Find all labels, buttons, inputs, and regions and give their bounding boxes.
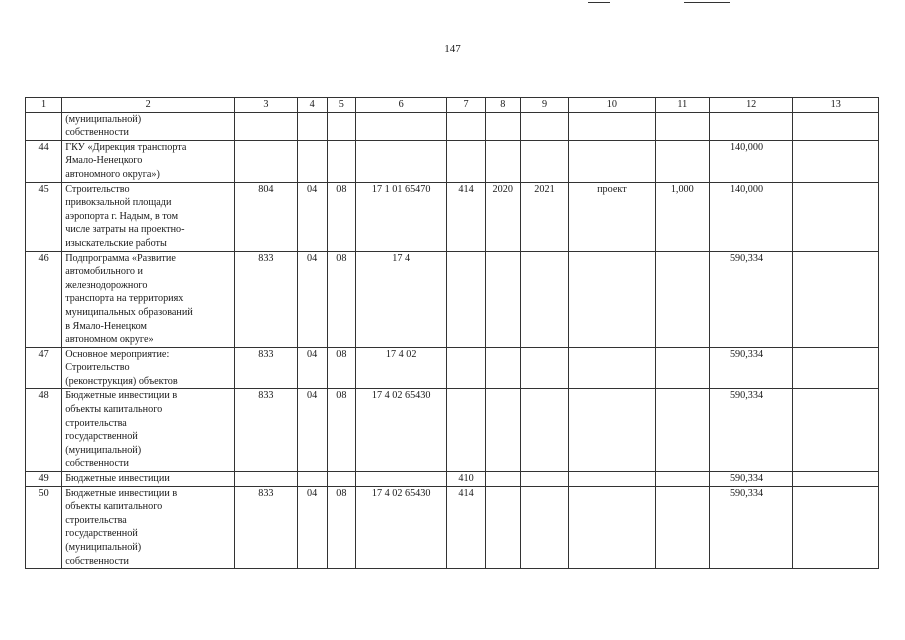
cell-col7 xyxy=(447,112,485,140)
cell-col12: 590,334 xyxy=(709,347,792,389)
cell-col6: 17 4 02 xyxy=(355,347,447,389)
row-number: 50 xyxy=(26,486,62,569)
cell-col13 xyxy=(793,472,879,487)
cell-col9 xyxy=(520,486,568,569)
column-header: 13 xyxy=(793,98,879,113)
column-header: 5 xyxy=(327,98,355,113)
description-cell: Бюджетные инвестиции xyxy=(62,472,235,487)
cell-col10: проект xyxy=(569,182,656,251)
cell-col6: 17 4 xyxy=(355,251,447,347)
cell-col3: 833 xyxy=(235,486,297,569)
cell-col9 xyxy=(520,472,568,487)
cell-col9: 2021 xyxy=(520,182,568,251)
cell-col13 xyxy=(793,486,879,569)
cell-col8: 2020 xyxy=(485,182,520,251)
cell-col12: 590,334 xyxy=(709,472,792,487)
cell-col6: 17 4 02 65430 xyxy=(355,486,447,569)
cell-col12: 590,334 xyxy=(709,251,792,347)
column-header: 1 xyxy=(26,98,62,113)
cell-col10 xyxy=(569,251,656,347)
cell-col5: 08 xyxy=(327,389,355,472)
cell-col10 xyxy=(569,486,656,569)
cell-col6 xyxy=(355,112,447,140)
row-number: 49 xyxy=(26,472,62,487)
cell-col10 xyxy=(569,389,656,472)
column-header: 9 xyxy=(520,98,568,113)
cell-col4: 04 xyxy=(297,389,327,472)
cell-col4 xyxy=(297,140,327,182)
column-header: 2 xyxy=(62,98,235,113)
cell-col9 xyxy=(520,112,568,140)
cell-col5: 08 xyxy=(327,347,355,389)
cell-col3 xyxy=(235,472,297,487)
column-header: 4 xyxy=(297,98,327,113)
row-number: 46 xyxy=(26,251,62,347)
cell-col4: 04 xyxy=(297,347,327,389)
cell-col11: 1,000 xyxy=(655,182,709,251)
cell-col12 xyxy=(709,112,792,140)
cell-col13 xyxy=(793,347,879,389)
cell-col12: 590,334 xyxy=(709,486,792,569)
table-row xyxy=(26,112,879,140)
row-number: 44 xyxy=(26,140,62,182)
column-header: 3 xyxy=(235,98,297,113)
row-number: 47 xyxy=(26,347,62,389)
cell-col13 xyxy=(793,140,879,182)
column-header: 7 xyxy=(447,98,485,113)
cell-col7 xyxy=(447,347,485,389)
cell-col11 xyxy=(655,140,709,182)
cell-col3: 833 xyxy=(235,251,297,347)
column-header: 8 xyxy=(485,98,520,113)
column-header: 10 xyxy=(569,98,656,113)
cell-col3: 804 xyxy=(235,182,297,251)
cell-col13 xyxy=(793,251,879,347)
cell-col7: 414 xyxy=(447,486,485,569)
cell-col8 xyxy=(485,486,520,569)
cell-col11 xyxy=(655,251,709,347)
description-cell: Подпрограмма «Развитие автомобильного и железнодорожного транспорта на территориях муниципальных образований в Ямало-Ненецком автономном округе» xyxy=(62,251,235,347)
page-number: 147 xyxy=(444,43,461,55)
header-row xyxy=(26,98,879,113)
cell-col5: 08 xyxy=(327,182,355,251)
cell-col3: 833 xyxy=(235,347,297,389)
description-cell: Бюджетные инвестиции в объекты капитального строительства государственной (муниципальной) собственности xyxy=(62,486,235,569)
cell-col12: 140,000 xyxy=(709,140,792,182)
cell-col11 xyxy=(655,472,709,487)
description-cell: Бюджетные инвестиции в объекты капитального строительства государственной (муниципальной) собственности xyxy=(62,389,235,472)
description-cell: ГКУ «Дирекция транспорта Ямало-Ненецкого автономного округа») xyxy=(62,140,235,182)
cell-col10 xyxy=(569,472,656,487)
cell-col5: 08 xyxy=(327,486,355,569)
cell-col3 xyxy=(235,112,297,140)
cell-col13 xyxy=(793,389,879,472)
row-number: 48 xyxy=(26,389,62,472)
table-row xyxy=(26,347,879,389)
row-number: 45 xyxy=(26,182,62,251)
cell-col5 xyxy=(327,112,355,140)
description-cell: Строительство привокзальной площади аэропорта г. Надым, в том числе затраты на проектно- изыскательские работы xyxy=(62,182,235,251)
description-cell: (муниципальной) собственности xyxy=(62,112,235,140)
budget-table xyxy=(25,97,879,569)
table-row xyxy=(26,251,879,347)
scan-mark xyxy=(588,2,610,3)
table-row xyxy=(26,472,879,487)
cell-col4: 04 xyxy=(297,251,327,347)
cell-col6: 17 1 01 65470 xyxy=(355,182,447,251)
cell-col5 xyxy=(327,140,355,182)
cell-col11 xyxy=(655,389,709,472)
cell-col4: 04 xyxy=(297,486,327,569)
cell-col13 xyxy=(793,112,879,140)
cell-col9 xyxy=(520,347,568,389)
cell-col4: 04 xyxy=(297,182,327,251)
cell-col7 xyxy=(447,140,485,182)
cell-col8 xyxy=(485,472,520,487)
cell-col13 xyxy=(793,182,879,251)
cell-col11 xyxy=(655,486,709,569)
scan-mark xyxy=(684,2,730,3)
cell-col8 xyxy=(485,251,520,347)
cell-col10 xyxy=(569,112,656,140)
cell-col5: 08 xyxy=(327,251,355,347)
cell-col8 xyxy=(485,140,520,182)
column-header: 11 xyxy=(655,98,709,113)
row-number xyxy=(26,112,62,140)
table-row xyxy=(26,486,879,569)
cell-col7: 410 xyxy=(447,472,485,487)
cell-col12: 140,000 xyxy=(709,182,792,251)
cell-col8 xyxy=(485,389,520,472)
column-header: 6 xyxy=(355,98,447,113)
cell-col8 xyxy=(485,112,520,140)
cell-col7 xyxy=(447,251,485,347)
cell-col6 xyxy=(355,472,447,487)
cell-col7 xyxy=(447,389,485,472)
cell-col5 xyxy=(327,472,355,487)
cell-col4 xyxy=(297,472,327,487)
cell-col3: 833 xyxy=(235,389,297,472)
cell-col11 xyxy=(655,347,709,389)
cell-col10 xyxy=(569,140,656,182)
cell-col9 xyxy=(520,389,568,472)
table-row xyxy=(26,389,879,472)
table-row xyxy=(26,182,879,251)
description-cell: Основное мероприятие: Строительство (реконструкция) объектов xyxy=(62,347,235,389)
table-row xyxy=(26,140,879,182)
cell-col6 xyxy=(355,140,447,182)
cell-col11 xyxy=(655,112,709,140)
cell-col12: 590,334 xyxy=(709,389,792,472)
cell-col4 xyxy=(297,112,327,140)
cell-col7: 414 xyxy=(447,182,485,251)
cell-col3 xyxy=(235,140,297,182)
column-header: 12 xyxy=(709,98,792,113)
cell-col6: 17 4 02 65430 xyxy=(355,389,447,472)
cell-col10 xyxy=(569,347,656,389)
cell-col9 xyxy=(520,251,568,347)
cell-col9 xyxy=(520,140,568,182)
cell-col8 xyxy=(485,347,520,389)
